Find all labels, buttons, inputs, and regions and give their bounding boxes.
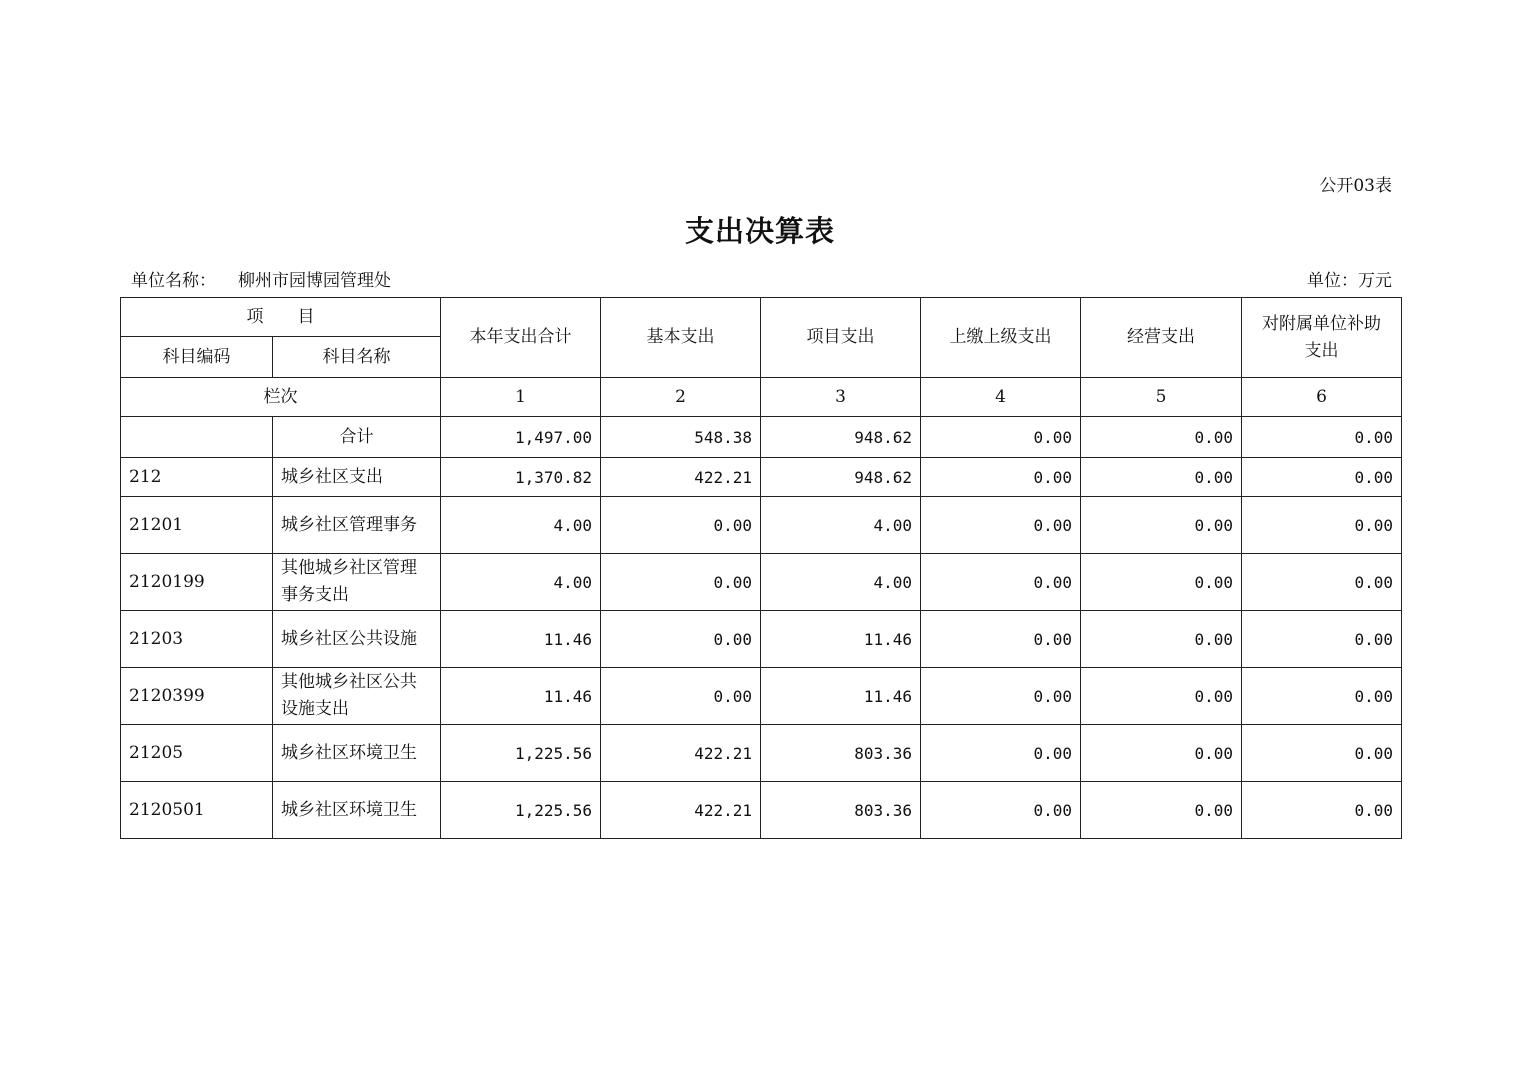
table-row [121, 782, 1402, 839]
expenditure-table [120, 297, 1402, 839]
row-name: 城乡社区支出 [273, 458, 441, 497]
row-name: 城乡社区环境卫生 [273, 725, 441, 782]
row-name: 城乡社区管理事务 [273, 497, 441, 554]
header-upper-level: 上缴上级支出 [921, 298, 1081, 378]
value-business: 0.00 [1081, 725, 1242, 782]
value-subsidy: 0.00 [1242, 554, 1402, 611]
value-upper: 0.00 [921, 458, 1081, 497]
value-subsidy: 0.00 [1242, 497, 1402, 554]
table-row [121, 497, 1402, 554]
table-row [121, 668, 1402, 725]
value-basic: 0.00 [601, 611, 761, 668]
header-subsidy: 对附属单位补助支出 [1242, 298, 1402, 378]
column-index-row [121, 378, 1402, 417]
value-business: 0.00 [1081, 668, 1242, 725]
value-subsidy: 0.00 [1242, 668, 1402, 725]
row-code: 2120399 [121, 668, 273, 725]
header-basic: 基本支出 [601, 298, 761, 378]
value-basic: 422.21 [601, 458, 761, 497]
value-project: 948.62 [761, 458, 921, 497]
unit-name-row [131, 266, 391, 291]
column-index: 5 [1081, 378, 1242, 417]
table-row [121, 725, 1402, 782]
row-code: 21203 [121, 611, 273, 668]
value-project: 11.46 [761, 611, 921, 668]
row-name: 合计 [273, 417, 441, 458]
value-total: 1,225.56 [441, 782, 601, 839]
row-code: 21201 [121, 497, 273, 554]
header-project: 项 目 [121, 298, 441, 337]
row-code: 2120199 [121, 554, 273, 611]
value-project: 948.62 [761, 417, 921, 458]
unit-name-value: 柳州市园博园管理处 [238, 271, 391, 291]
value-subsidy: 0.00 [1242, 417, 1402, 458]
header-total: 本年支出合计 [441, 298, 601, 378]
value-upper: 0.00 [921, 725, 1081, 782]
value-project: 803.36 [761, 782, 921, 839]
table-row [121, 554, 1402, 611]
table-row [121, 417, 1402, 458]
value-total: 1,370.82 [441, 458, 601, 497]
value-basic: 0.00 [601, 554, 761, 611]
form-number: 公开03表 [1319, 176, 1392, 196]
row-code: 21205 [121, 725, 273, 782]
column-index: 6 [1242, 378, 1402, 417]
table-row [121, 611, 1402, 668]
column-index: 1 [441, 378, 601, 417]
value-project: 4.00 [761, 497, 921, 554]
row-code: 2120501 [121, 782, 273, 839]
value-upper: 0.00 [921, 417, 1081, 458]
row-name: 其他城乡社区管理事务支出 [273, 554, 441, 611]
header-name: 科目名称 [273, 337, 441, 378]
table-row [121, 458, 1402, 497]
value-project: 4.00 [761, 554, 921, 611]
value-total: 1,225.56 [441, 725, 601, 782]
header-project-expenditure: 项目支出 [761, 298, 921, 378]
value-upper: 0.00 [921, 497, 1081, 554]
value-project: 11.46 [761, 668, 921, 725]
value-total: 11.46 [441, 668, 601, 725]
row-name: 城乡社区公共设施 [273, 611, 441, 668]
header-business: 经营支出 [1081, 298, 1242, 378]
column-index: 2 [601, 378, 761, 417]
value-business: 0.00 [1081, 554, 1242, 611]
value-basic: 422.21 [601, 725, 761, 782]
page-title: 支出决算表 [684, 214, 835, 248]
value-project: 803.36 [761, 725, 921, 782]
value-total: 11.46 [441, 611, 601, 668]
row-name: 其他城乡社区公共设施支出 [273, 668, 441, 725]
column-index: 4 [921, 378, 1081, 417]
value-subsidy: 0.00 [1242, 611, 1402, 668]
unit-name-label: 单位名称： [131, 271, 216, 291]
value-business: 0.00 [1081, 611, 1242, 668]
value-business: 0.00 [1081, 782, 1242, 839]
row-name: 城乡社区环境卫生 [273, 782, 441, 839]
currency-unit: 单位：万元 [1307, 271, 1392, 291]
value-basic: 0.00 [601, 497, 761, 554]
value-upper: 0.00 [921, 668, 1081, 725]
value-subsidy: 0.00 [1242, 782, 1402, 839]
value-upper: 0.00 [921, 782, 1081, 839]
row-code [121, 417, 273, 458]
value-basic: 548.38 [601, 417, 761, 458]
value-basic: 0.00 [601, 668, 761, 725]
value-total: 4.00 [441, 497, 601, 554]
value-business: 0.00 [1081, 497, 1242, 554]
value-subsidy: 0.00 [1242, 458, 1402, 497]
value-subsidy: 0.00 [1242, 725, 1402, 782]
column-index-label: 栏次 [121, 378, 441, 417]
value-business: 0.00 [1081, 417, 1242, 458]
value-business: 0.00 [1081, 458, 1242, 497]
row-code: 212 [121, 458, 273, 497]
value-upper: 0.00 [921, 611, 1081, 668]
value-upper: 0.00 [921, 554, 1081, 611]
value-total: 4.00 [441, 554, 601, 611]
header-code: 科目编码 [121, 337, 273, 378]
column-index: 3 [761, 378, 921, 417]
value-basic: 422.21 [601, 782, 761, 839]
value-total: 1,497.00 [441, 417, 601, 458]
